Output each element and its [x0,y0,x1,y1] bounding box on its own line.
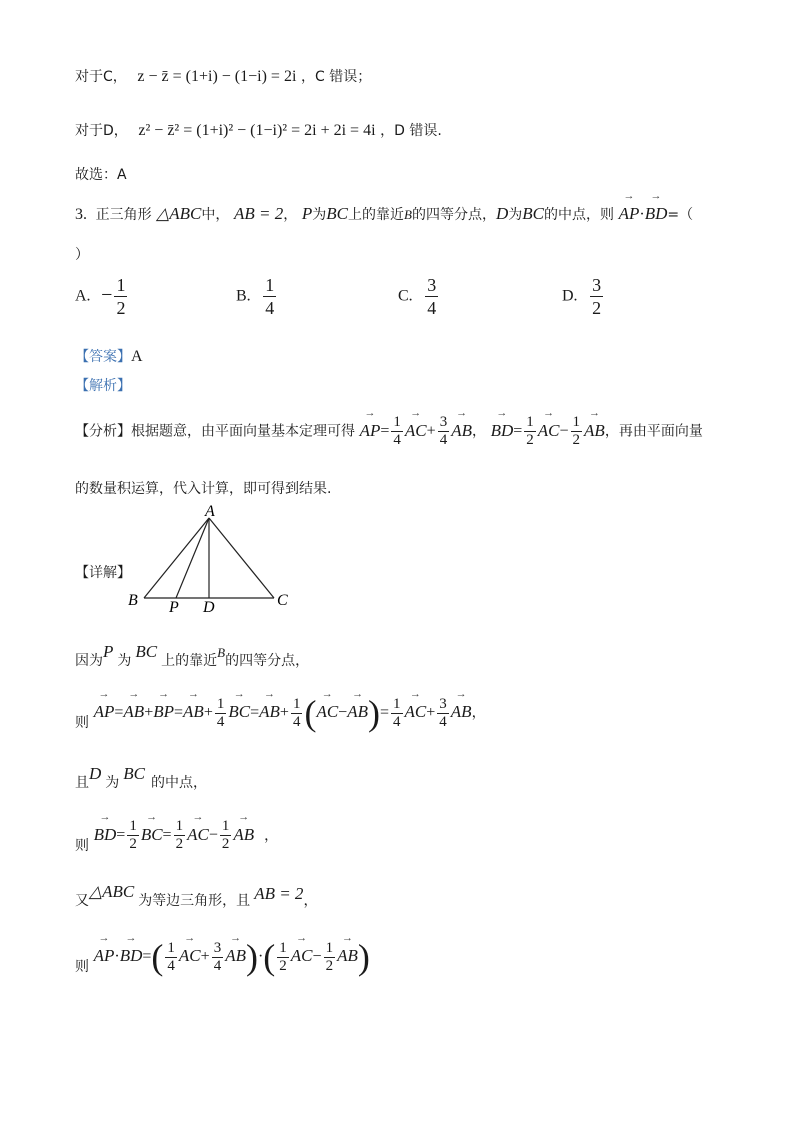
denominator: 4 [393,713,401,730]
math-symbol: D [89,764,102,783]
math-expression: z² − z̄² = (1+i)² − (1−i)² = 2i + 2i = 4i [138,122,376,139]
fraction [212,940,224,975]
denominator: 4 [213,957,222,974]
vector-ac: → AC [316,702,338,722]
text: ， [471,705,486,721]
fraction [324,940,336,975]
denominator: 2 [325,957,334,974]
denominator: 4 [167,957,175,974]
option-d[interactable] [562,274,605,319]
math-symbol: + [279,704,289,721]
vector-ab: → AB [337,946,358,966]
fraction [277,940,289,975]
vector-ac: → AC [179,946,201,966]
numerator: 1 [221,818,230,834]
text: ，再由平面向量 [604,423,703,440]
vector-ab: → AB [259,702,280,722]
text: 为等边三角形，且 [138,893,251,909]
option-label: B. [236,287,251,305]
text: 上的靠近 [161,653,218,669]
vector-ap: → AP [619,204,640,224]
step-1 [75,642,310,670]
vector-ab: → AB [123,702,144,722]
math-expression: z − z̄ = (1+i) − (1−i) = 2i [137,68,297,85]
math-symbol: D [495,204,509,223]
vector-ab: → AB [347,702,368,722]
fenxi-tag: 【分析】 [75,423,131,440]
math-symbol: = [513,422,523,440]
math-symbol: = [114,704,124,721]
denominator: 2 [592,298,602,318]
text: ， [264,827,279,844]
fraction [425,274,438,319]
text: 的数量积运算，代入计算，即可得到结果. [75,481,332,497]
denominator: 4 [265,298,275,318]
math-symbol: = [116,826,126,844]
fraction [174,818,186,853]
denominator: 4 [427,298,437,318]
option-label: D. [562,287,578,305]
text: ，C 错误； [301,69,372,85]
vector-ab: → AB [451,702,472,722]
label-c: C [277,592,288,609]
fraction [571,414,583,449]
math-symbol: − [101,283,113,306]
numerator: 3 [439,695,447,712]
math-symbol: = [250,704,260,721]
fraction [590,274,603,319]
math-symbol: = [174,704,184,721]
denominator: 2 [175,836,184,852]
text: 则 [75,715,89,731]
text: 则 [75,837,89,854]
analysis-line [75,375,131,395]
math-symbol: · [257,948,264,965]
math-symbol: = [380,422,390,440]
math-symbol: BC [135,642,158,661]
math-symbol: − [208,826,218,844]
math-symbol: + [200,948,210,965]
option-label: C. [398,287,413,305]
numerator: 1 [279,939,287,956]
math-symbol: + [426,422,436,440]
vector-bd: → BD [94,825,117,845]
math-symbol: = [162,826,172,844]
vector-ac: → AC [291,946,313,966]
text: 故选：A [75,167,127,183]
denominator: 2 [279,957,287,974]
math-symbol: BC [123,764,146,783]
text: ， [303,893,318,909]
line-option-d [75,120,442,140]
paren: ( [263,937,276,977]
text: 为 [508,207,523,223]
step-4 [75,818,278,853]
line-choose [75,164,127,184]
fraction [524,414,536,449]
text: ， [471,423,486,440]
paren: ) [367,693,380,733]
label-d: D [203,599,215,616]
denominator: 4 [393,432,401,448]
text: 为 [117,653,132,669]
vector-ab: → AB [451,421,472,441]
denominator: 4 [439,432,448,448]
denominator: 4 [292,713,301,730]
fraction [437,696,449,731]
math-symbol: · [114,948,120,965]
paren: ) [357,937,370,977]
option-a[interactable] [75,274,129,319]
math-symbol: △ABC [156,204,202,223]
vector-ac: → AC [187,825,209,845]
text: 则 [75,959,89,975]
text: 对于C， [75,69,127,85]
side-ac [209,518,274,598]
text: =（ [667,207,694,223]
detail-tag: 【详解】 [75,565,131,581]
answer-line [75,346,143,366]
vector-bd: → BD [491,421,514,441]
denominator: 2 [221,836,230,852]
question-3-close [75,244,89,264]
fraction [220,818,232,853]
math-symbol: P [301,204,313,223]
vector-ap: → AP [94,702,115,722]
option-b[interactable] [236,274,278,319]
text: 的中点， [151,775,208,791]
paren: ( [151,937,164,977]
numerator: 1 [292,695,301,712]
text: 正三角形 [95,207,152,223]
math-symbol: △ABC [89,882,135,901]
vector-ac: → AC [538,421,560,441]
numerator: 1 [265,275,275,295]
denominator: 2 [129,836,137,852]
denominator: 4 [439,713,447,730]
fraction [391,414,403,449]
numerator: 1 [216,695,225,712]
text: ） [75,247,89,263]
line-option-c [75,66,371,86]
fraction [391,696,403,731]
triangle-figure [120,502,300,620]
numerator: 1 [526,414,534,430]
text: 的中点，则 [543,207,614,223]
numerator: 1 [325,939,334,956]
vector-ap: → AP [94,946,115,966]
math-symbol: + [203,704,213,721]
question-3 [75,204,693,224]
fraction [215,696,227,731]
vector-ab: → AB [584,421,605,441]
text: 为 [312,207,327,223]
math-symbol: B [404,207,412,222]
step-2 [75,692,486,734]
vector-ac: → AC [405,702,427,722]
math-symbol: = [142,948,152,965]
segment-ap [176,518,209,598]
math-symbol: = [379,704,390,721]
fraction [263,274,276,319]
step-6 [75,936,370,978]
vector-ab: → AB [233,825,254,845]
fraction [114,274,127,319]
text: 根据题意，由平面向量基本定理可得 [131,423,355,440]
denominator: 2 [526,432,534,448]
fraction [291,696,303,731]
vector-ap: → AP [360,421,381,441]
vector-bc: → BC [141,825,163,845]
text: 因为 [75,653,103,669]
numerator: 1 [167,939,175,956]
text: 又 [75,893,89,909]
step-5 [75,882,318,910]
fraction [438,414,450,449]
text: ， [283,207,298,223]
fenxi-line [75,414,703,449]
vector-ab: → AB [183,702,204,722]
text: 对于D， [75,123,128,139]
text: 上的靠近 [348,207,404,223]
math-symbol: P [103,642,114,661]
fraction [127,818,139,853]
numerator: 3 [439,414,448,430]
label-b: B [128,592,138,609]
question-number: 3. [75,206,87,223]
answer-value: A [131,348,143,365]
paren: ( [304,693,317,733]
text: 的四等分点， [225,653,310,669]
math-symbol: + [426,704,436,721]
math-symbol: − [312,948,322,965]
analysis-tag: 【解析】 [75,378,131,394]
math-symbol: · [639,206,645,223]
text: 的四等分点， [411,207,496,223]
text: 中， [201,207,230,223]
side-ab [144,518,209,598]
math-symbol: + [144,704,154,721]
math-symbol: BC [326,204,348,223]
numerator: 1 [572,414,581,430]
vector-bd: → BD [645,204,668,224]
denominator: 2 [572,432,581,448]
vector-ac: → AC [405,421,427,441]
vector-bd: → BD [120,946,143,966]
numerator: 3 [427,275,437,295]
vector-bc: → BC [228,702,250,722]
math-symbol: − [559,422,569,440]
math-symbol: BC [522,204,544,223]
math-symbol: AB = 2 [234,204,284,223]
text: 且 [75,775,89,791]
denominator: 2 [116,298,126,318]
fraction [165,940,177,975]
label-a: A [205,503,215,520]
denominator: 4 [216,713,225,730]
paren: ) [245,937,258,977]
step-3 [75,764,208,792]
text: ，D 错误. [380,123,442,139]
numerator: 3 [592,275,602,295]
numerator: 1 [129,818,137,834]
fenxi-line-2 [75,478,331,498]
vector-bp: → BP [153,702,174,722]
math-symbol: B [217,645,226,660]
math-symbol: − [338,704,348,721]
option-c[interactable] [398,274,440,319]
numerator: 1 [116,275,126,295]
numerator: 1 [393,695,401,712]
option-label: A. [75,287,91,305]
vector-ab: → AB [225,946,246,966]
answer-tag: 【答案】 [75,349,131,365]
label-p: P [169,599,179,616]
text: 为 [105,775,120,791]
numerator: 3 [213,939,222,956]
numerator: 1 [175,818,184,834]
math-symbol: AB = 2 [254,884,304,903]
numerator: 1 [393,414,401,430]
